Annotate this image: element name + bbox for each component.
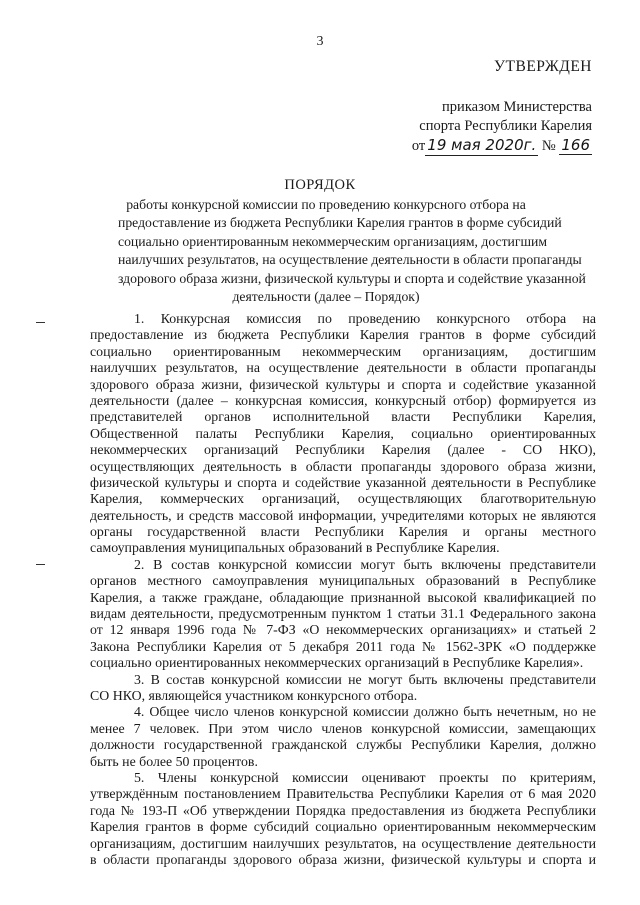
body-line: Закона Республики Карелия от 5 декабря 2011 года № 1562-ЗРК «О поддержке [90, 638, 596, 654]
body-line: социально ориентированных некоммерческих организаций в Республике Карелия». [90, 655, 584, 671]
body-line: года № 193-П «Об утверждении Порядка предоставления из бюджета Республики [90, 802, 596, 818]
body-line: органов местного самоуправления муниципальных образований в Республике [90, 573, 596, 589]
body-line: деятельность, и средств массовой информации, учредителями которых не являются [90, 507, 596, 523]
approval-block [412, 98, 592, 156]
margin-mark [36, 322, 45, 323]
body-line: деятельности (далее – конкурсная комиссия, конкурсный отбор) формируется из [90, 392, 596, 408]
body-line: 3. В состав конкурсной комиссии не могут быть включены представители [134, 671, 596, 687]
body-line: Карелия грантов в форме субсидий социально ориентированным некоммерческим [90, 819, 596, 835]
body-line: Карелия, а также граждане, обладающие признанной высокой квалификацией по [90, 589, 596, 605]
subtitle-line: социально ориентированным некоммерческим организациям, достигшим [118, 233, 548, 249]
body-line: самоуправления муниципальных образований в Республике Карелия. [90, 540, 500, 556]
page-number: 3 [316, 34, 324, 49]
body-line: органы государственной власти Республики Карелия и органы местного [90, 524, 596, 540]
body-line: в области пропаганды здорового образа жизни, физической культуры и спорта и [90, 851, 596, 867]
approval-number-label: № [541, 138, 556, 154]
body-line: видам деятельности, предусмотренным пунктом 1 статьи 31.1 Федерального закона [90, 606, 596, 622]
document-title: ПОРЯДОК [284, 177, 356, 193]
body-line: 4. Общее число членов конкурсной комиссии должно быть нечетным, но не [134, 704, 596, 720]
approval-order-line [412, 136, 592, 156]
body-line: должности государственной гражданской службы Республики Карелия, должно [90, 737, 596, 753]
body-line: некоммерческих организаций Республики Карелия (далее - СО НКО), [90, 442, 596, 458]
body-line: наилучших результатов, на осуществление деятельности в области пропаганды [90, 360, 596, 376]
approval-line-1: приказом Министерства [442, 99, 592, 115]
subtitle-line: деятельности (далее – Порядок) [232, 289, 420, 305]
body-line: Карелия, коммерческих организаций, осуществляющих благотворительную [90, 491, 596, 507]
handwritten-number: 166 [561, 136, 590, 154]
subtitle-line: предоставление из бюджета Республики Карелия грантов в форме субсидий [118, 215, 562, 231]
document-body [90, 311, 596, 868]
subtitle-line: наилучших результатов, на осуществление деятельности в области пропаганды [118, 252, 582, 268]
body-line: менее 7 человек. При этом число членов конкурсной комиссии, замещающих [90, 720, 596, 736]
body-line: социально ориентированным некоммерческим организациям, достигшим [90, 343, 596, 359]
approval-from-label: от [411, 138, 426, 154]
body-line: от 12 января 1996 года № 7-ФЗ «О некоммерческих организациях» и статьей 2 [90, 622, 596, 638]
body-line: предоставление из бюджета Республики Карелия грантов в форме субсидий [90, 327, 596, 343]
body-line: физической культуры и спорта и содействие указанной деятельности в Республике [90, 474, 596, 490]
body-line: 5. Члены конкурсной комиссии оценивают проекты по критериям, [134, 769, 596, 785]
approval-line-2: спорта Республики Карелия [419, 118, 592, 134]
body-line: быть не более 50 процентов. [90, 753, 258, 769]
body-line: СО НКО, являющейся участником конкурсного отбора. [90, 687, 418, 703]
body-line: 2. В состав конкурсной комиссии могут быть включены представители [134, 556, 596, 572]
body-line: здорового образа жизни, физической культуры и спорта и содействие указанной [90, 376, 596, 392]
body-line: утверждённым постановлением Правительства Республики Карелия от 6 мая 2020 [90, 786, 596, 802]
body-line: Общественной палаты Республики Карелия, социально ориентированных [90, 425, 596, 441]
document-subtitle [118, 196, 586, 306]
body-line: 1. Конкурсная комиссия по проведению конкурсного отбора на [134, 311, 596, 326]
margin-mark [36, 564, 45, 565]
body-line: организациям, достигшим наилучших результатов, на осуществление деятельности [90, 835, 596, 851]
approval-title: УТВЕРЖДЕН [494, 58, 592, 75]
subtitle-line: здорового образа жизни, физической культуры и спорта и содействие указанной [118, 270, 586, 286]
body-line: представителей органов исполнительной власти Республики Карелия, [90, 409, 596, 425]
body-line: осуществляющих деятельность в области пропаганды здорового образа жизни, [90, 458, 596, 474]
handwritten-date: 19 мая 2020г. [427, 136, 537, 154]
subtitle-line: работы конкурсной комиссии по проведению конкурсного отбора на [126, 197, 526, 212]
